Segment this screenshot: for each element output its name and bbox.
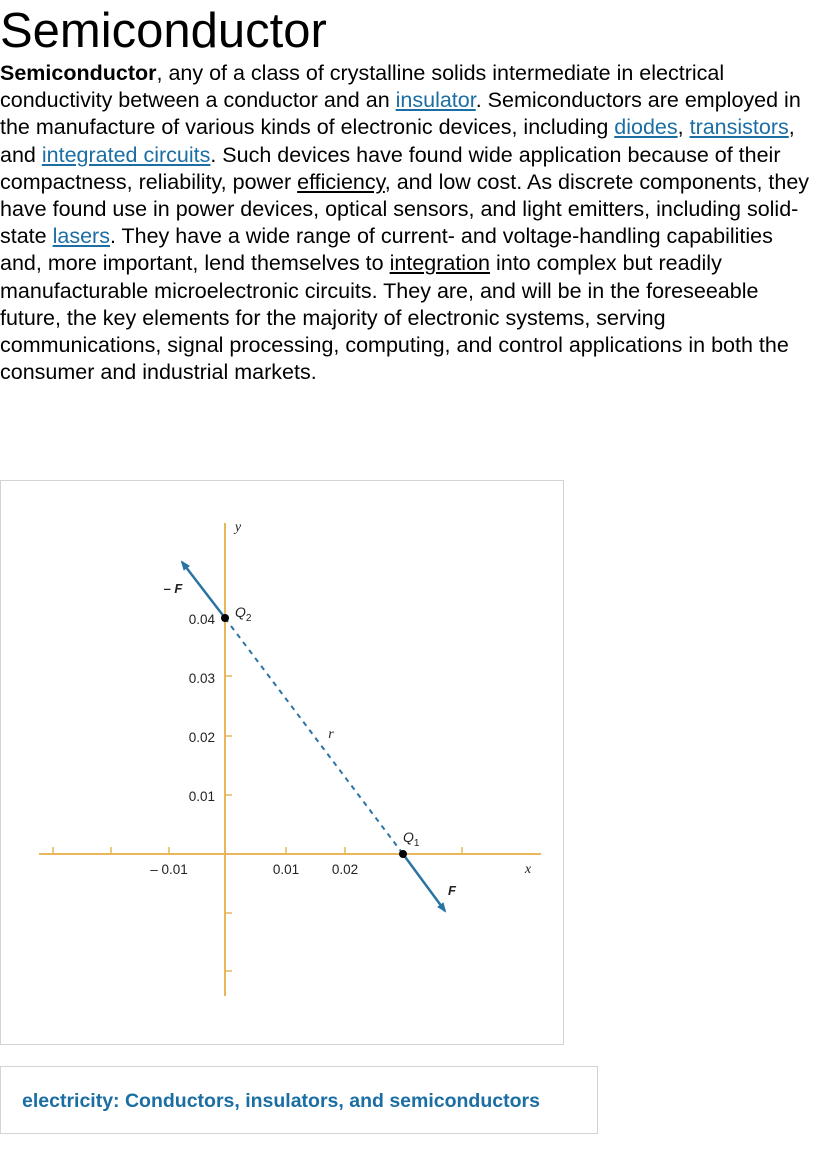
charge-q2-point: [221, 614, 229, 622]
charge-q1-point: [399, 850, 407, 858]
figure-container[interactable]: [0, 480, 564, 1045]
page-title: Semiconductor: [0, 4, 327, 58]
insulator-link[interactable]: insulator: [395, 88, 476, 113]
integration-link[interactable]: integration: [389, 251, 490, 276]
article-text: into complex but readily manufacturable microelectronic circuits. They are, and will be in the foreseeable future, the key elements for the majority of electronic systems, serving communications, signal processing, computing, and control applications in both the consumer and industrial markets.: [0, 251, 789, 385]
q1-label-base: Q: [403, 829, 414, 845]
article-lead-term: Semiconductor: [0, 61, 157, 85]
article-text: . Semiconductors are employed in the manufacture of various kinds of electronic devices, including: [0, 88, 801, 140]
lasers-link[interactable]: lasers: [52, 224, 110, 249]
y-axis-ticks: [225, 676, 232, 971]
separation-line: [225, 618, 403, 854]
vector-diagram: [1, 481, 565, 1046]
force-label: F: [448, 883, 456, 898]
neg-force-label: – F: [163, 581, 183, 596]
caption-link[interactable]: electricity: Conductors, insulators, and semiconductors: [22, 1090, 540, 1112]
force-vector: [403, 854, 445, 911]
y-tick-label: 0.03: [188, 671, 215, 686]
article-body: [0, 60, 816, 386]
y-tick-label: 0.04: [188, 612, 215, 627]
q1-label: [403, 829, 420, 849]
article-text: . They have a wide range of current- and voltage-handling capabilities and, more important, lend themselves to: [0, 224, 773, 276]
diodes-link[interactable]: diodes: [614, 115, 678, 140]
q2-label: [235, 604, 252, 624]
separation-label: r: [328, 727, 334, 742]
efficiency-link[interactable]: efficiency: [297, 169, 385, 194]
x-axis-label: x: [524, 862, 532, 877]
q2-label-base: Q: [235, 604, 246, 620]
q1-label-subscript: 1: [413, 838, 420, 849]
article-text: . Such devices have found wide application because of their compactness, reliability, power: [0, 142, 781, 194]
article-text: , any of a class of crystalline solids intermediate in electrical conductivity between a conductor and an: [0, 61, 725, 113]
article-text: , and low cost. As discrete components, they have found use in power devices, optical sensors, and light emitters, including solid-state: [0, 169, 810, 249]
y-axis-label: y: [234, 520, 242, 535]
y-tick-label: 0.02: [188, 730, 215, 745]
integrated-circuits-link[interactable]: integrated circuits: [41, 142, 211, 167]
q2-label-subscript: 2: [245, 613, 252, 624]
neg-force-vector: [182, 562, 225, 618]
y-tick-label: 0.01: [188, 789, 215, 804]
x-tick-label: – 0.01: [150, 862, 188, 877]
article-text: , and: [0, 115, 795, 167]
x-tick-label: 0.02: [331, 862, 359, 877]
x-tick-label: 0.01: [272, 862, 300, 877]
article-text: ,: [677, 115, 690, 140]
caption-box[interactable]: [0, 1066, 598, 1134]
transistors-link[interactable]: transistors: [689, 115, 789, 140]
